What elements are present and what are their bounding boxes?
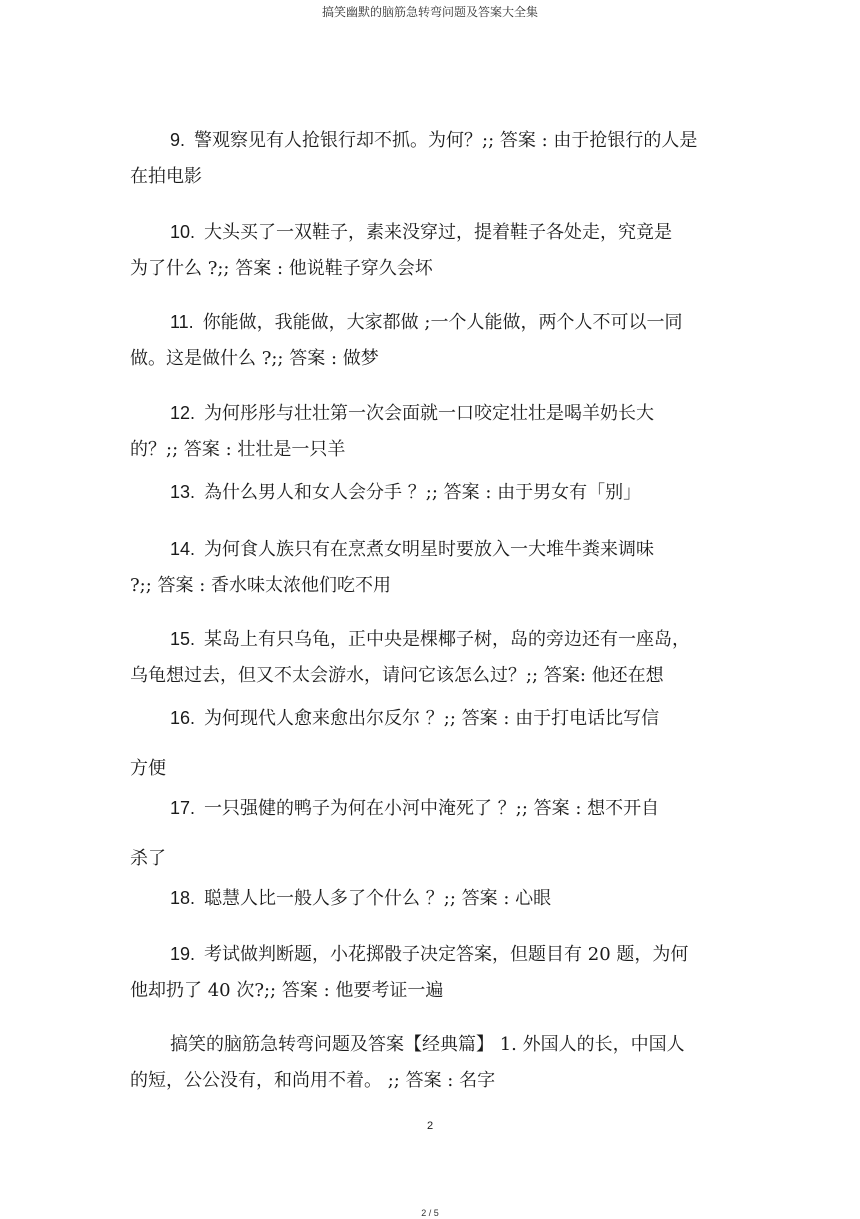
- qa-item-11: [130, 304, 730, 377]
- item-text: 大头买了一双鞋子，素来没穿过，提着鞋子各处走，究竟是: [204, 222, 673, 243]
- item-number: 12.: [170, 403, 196, 423]
- qa-item-16: [130, 700, 730, 787]
- item-text: 为何食人族只有在烹煮女明星时要放入一大堆牛粪来调味: [204, 539, 655, 560]
- item-number: 11.: [170, 312, 194, 332]
- item-continuation: 的？;; 答案 : 壮壮是一只羊: [130, 439, 346, 460]
- item-number: 13.: [170, 482, 196, 502]
- item-text: 你能做，我能做，大家都做 ;一个人能做，两个人不可以一同: [202, 312, 683, 333]
- item-continuation: 做。这是做什么 ?;; 答案 : 做梦: [130, 348, 379, 369]
- item-continuation: 为了什么 ?;; 答案 : 他说鞋子穿久会坏: [130, 258, 433, 279]
- item-text: 为何彤彤与壮壮第一次会面就一口咬定壮壮是喝羊奶长大: [204, 403, 655, 424]
- item-continuation: 方便: [130, 758, 166, 779]
- item-number: 16.: [170, 708, 196, 728]
- item-continuation: 在拍电影: [130, 166, 202, 187]
- qa-item-14: [130, 531, 730, 604]
- item-text: 为何现代人愈来愈出尔反尔 ？;; 答案 : 由于打电话比写信: [204, 708, 660, 729]
- item-number: 17.: [170, 798, 196, 818]
- item-number: 15.: [170, 629, 196, 649]
- item-text: 警观察见有人抢银行却不抓。为何？;; 答案 : 由于抢银行的人是: [194, 130, 698, 151]
- item-number: 14.: [170, 539, 196, 559]
- qa-item-12: [130, 395, 730, 468]
- qa-item-10: [130, 214, 730, 287]
- qa-item-15: [130, 621, 730, 694]
- qa-item-18: [130, 880, 730, 917]
- item-number: 19.: [170, 944, 196, 964]
- qa-item-9: [130, 122, 730, 195]
- page-header: 搞笑幽默的脑筋急转弯问题及答案大全集: [321, 5, 538, 19]
- page-number: 2: [426, 1120, 434, 1132]
- classic-continuation: 的短，公公没有，和尚用不着。 ;; 答案 : 名字: [130, 1070, 496, 1091]
- item-text: 為什么男人和女人会分手 ？;; 答案 : 由于男女有「别」: [204, 482, 642, 503]
- classic-heading: 搞笑的脑筋急转弯问题及答案【经典篇】 1. 外国人的长，中国人: [170, 1034, 685, 1055]
- item-continuation: 乌龟想过去，但又不太会游水，请问它该怎么过？;; 答案: 他还在想: [130, 665, 664, 686]
- item-text: 某岛上有只乌龟，正中央是棵椰子树，岛的旁边还有一座岛，: [204, 629, 691, 650]
- item-text: 考试做判断题，小花掷骰子决定答案，但题目有 20 题，为何: [204, 944, 689, 965]
- item-number: 9.: [170, 130, 186, 150]
- item-continuation: ?;; 答案 : 香水味太浓他们吃不用: [130, 575, 392, 596]
- qa-item-13: [130, 474, 730, 511]
- item-number: 10.: [170, 222, 196, 242]
- item-text: 一只强健的鸭子为何在小河中淹死了 ？;; 答案 : 想不开自: [204, 798, 660, 819]
- classic-section: [130, 1027, 730, 1099]
- item-number: 18.: [170, 888, 196, 908]
- item-continuation: 杀了: [130, 848, 166, 869]
- item-text: 聪慧人比一般人多了个什么 ？;; 答案 : 心眼: [204, 888, 552, 909]
- page-footer: 2 / 5: [421, 1208, 439, 1218]
- qa-item-17: [130, 790, 730, 877]
- qa-item-19: [130, 936, 730, 1009]
- item-continuation: 他却扔了 40 次?;; 答案 : 他要考证一遍: [130, 980, 444, 1001]
